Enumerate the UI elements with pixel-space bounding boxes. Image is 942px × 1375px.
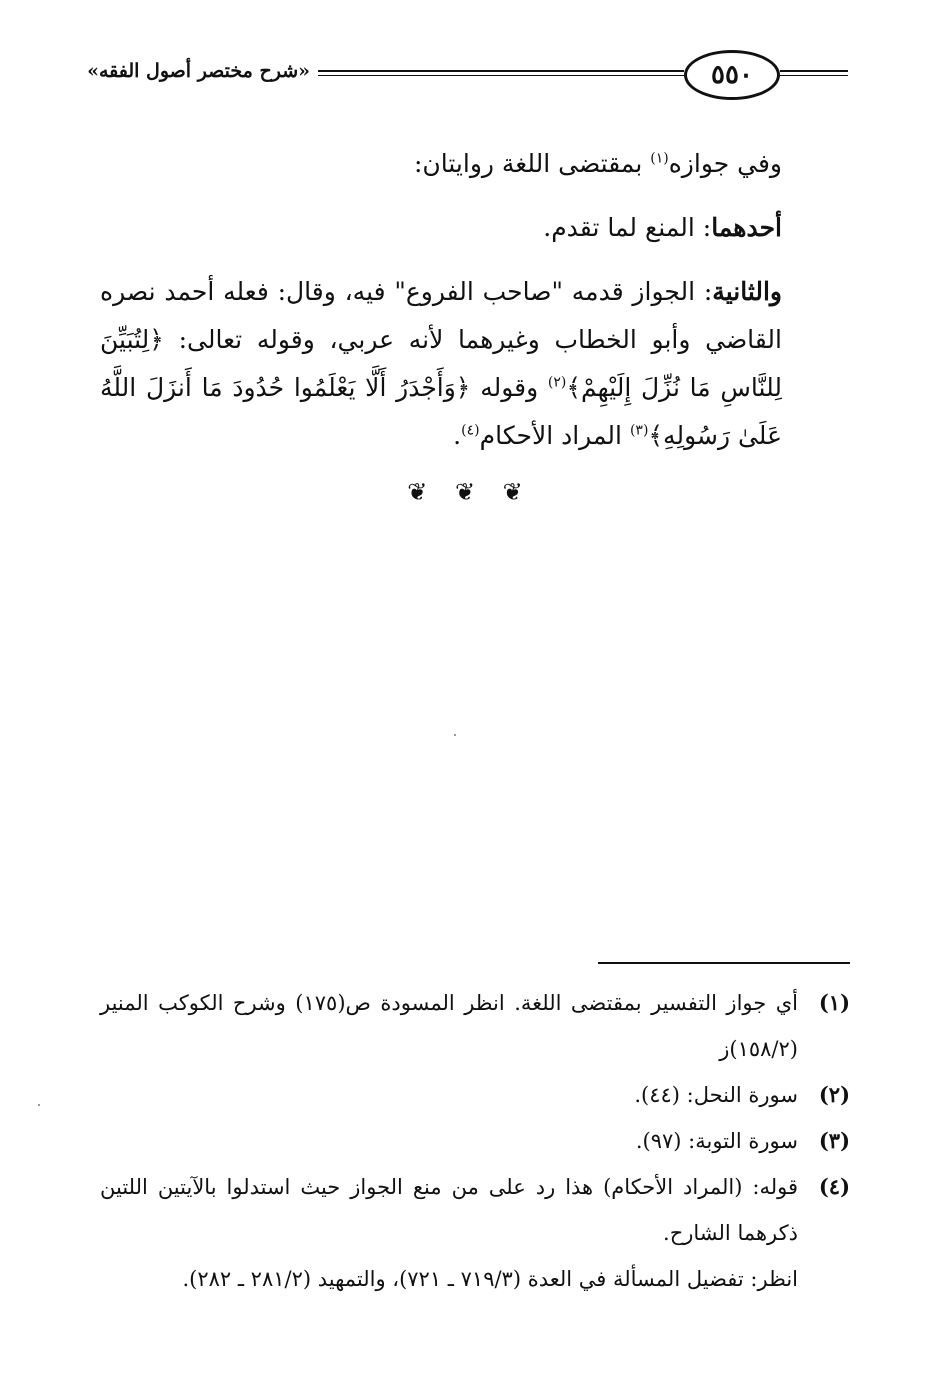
- main-text: [100, 140, 782, 476]
- footnote-ref-2[interactable]: (٢): [547, 374, 567, 391]
- footnote-text: سورة التوبة: (٩٧).: [635, 1129, 798, 1153]
- quran-verse-2: ﴿وَأَجْدَرُ أَلَّا يَعْلَمُوا حُدُودَ مَا أَنزَلَ اللَّهُ عَلَىٰ رَسُولِهِ﴾: [100, 373, 782, 450]
- paragraph-2: [100, 204, 782, 252]
- footnote-text: سورة النحل: (٤٤).: [634, 1083, 798, 1107]
- footnote-4: [100, 1164, 850, 1256]
- footnote-number: (٣): [818, 1128, 850, 1153]
- footnote-ref-4[interactable]: (٤): [461, 422, 480, 439]
- footnote-ref-1[interactable]: (١): [650, 150, 669, 167]
- paragraph-1-text: وفي جوازه: [668, 149, 782, 178]
- footnotes: [100, 980, 850, 1302]
- page-number: ٥٥٠: [711, 60, 753, 90]
- paragraph-3-end: .: [453, 421, 462, 450]
- paragraph-2-lead: أحدهما: [711, 213, 782, 242]
- header-rule-left: [318, 70, 684, 76]
- page-number-badge: [684, 50, 780, 100]
- paragraph-3-lead: والثانية: [712, 277, 782, 306]
- quran-verse-1: ﴿لِتُبَيِّنَ لِلنَّاسِ مَا نُزِّلَ إِلَيْهِمْ﴾: [100, 325, 782, 402]
- paragraph-3-text-b: وقوله: [470, 373, 548, 402]
- section-separator-ornament: ❦ ❦ ❦: [407, 478, 533, 506]
- paragraph-1-text-end: بمقتضى اللغة روايتان:: [413, 149, 651, 178]
- scan-speck: [38, 1104, 40, 1106]
- footnote-text: أي جواز التفسير بمقتضى اللغة. انظر المسودة ص(١٧٥) وشرح الكوكب المنير (١٥٨/٢)ز: [100, 991, 798, 1061]
- scan-speck: [454, 734, 456, 736]
- paragraph-3: [100, 268, 782, 460]
- footnote-number: (١): [818, 990, 850, 1015]
- paragraph-2-text: : المنع لما تقدم.: [543, 213, 712, 242]
- footnote-number: (٤): [818, 1174, 850, 1199]
- paragraph-3-text-c: المراد الأحكام: [479, 421, 630, 450]
- paragraph-1: [100, 140, 782, 188]
- footnote-number: (٢): [818, 1082, 850, 1107]
- running-title: «شرح مختصر أصول الفقه»: [87, 60, 310, 82]
- footnote-3: [100, 1118, 850, 1164]
- footnote-4-continuation: انظر: تفضيل المسألة في العدة (٧١٩/٣ ـ ٧٢١)، والتمهيد (٢٨١/٢ ـ ٢٨٢).: [182, 1267, 798, 1291]
- footnote-2: [100, 1072, 850, 1118]
- header-rule-right: [780, 70, 848, 76]
- footnote-text: قوله: (المراد الأحكام) هذا رد على من منع الجواز حيث استدلوا بالآيتين اللتين ذكرهما الشارح.: [100, 1175, 798, 1245]
- footnote-1: [100, 980, 850, 1072]
- paragraph-3-text-a: : الجواز قدمه "صاحب الفروع" فيه، وقال: فعله أحمد نصره القاضي وأبو الخطاب وغيرهما لأنه عربي، وقوله تعالى:: [100, 277, 782, 354]
- footnote-divider: [598, 962, 850, 964]
- footnote-ref-3[interactable]: (٣): [629, 422, 649, 439]
